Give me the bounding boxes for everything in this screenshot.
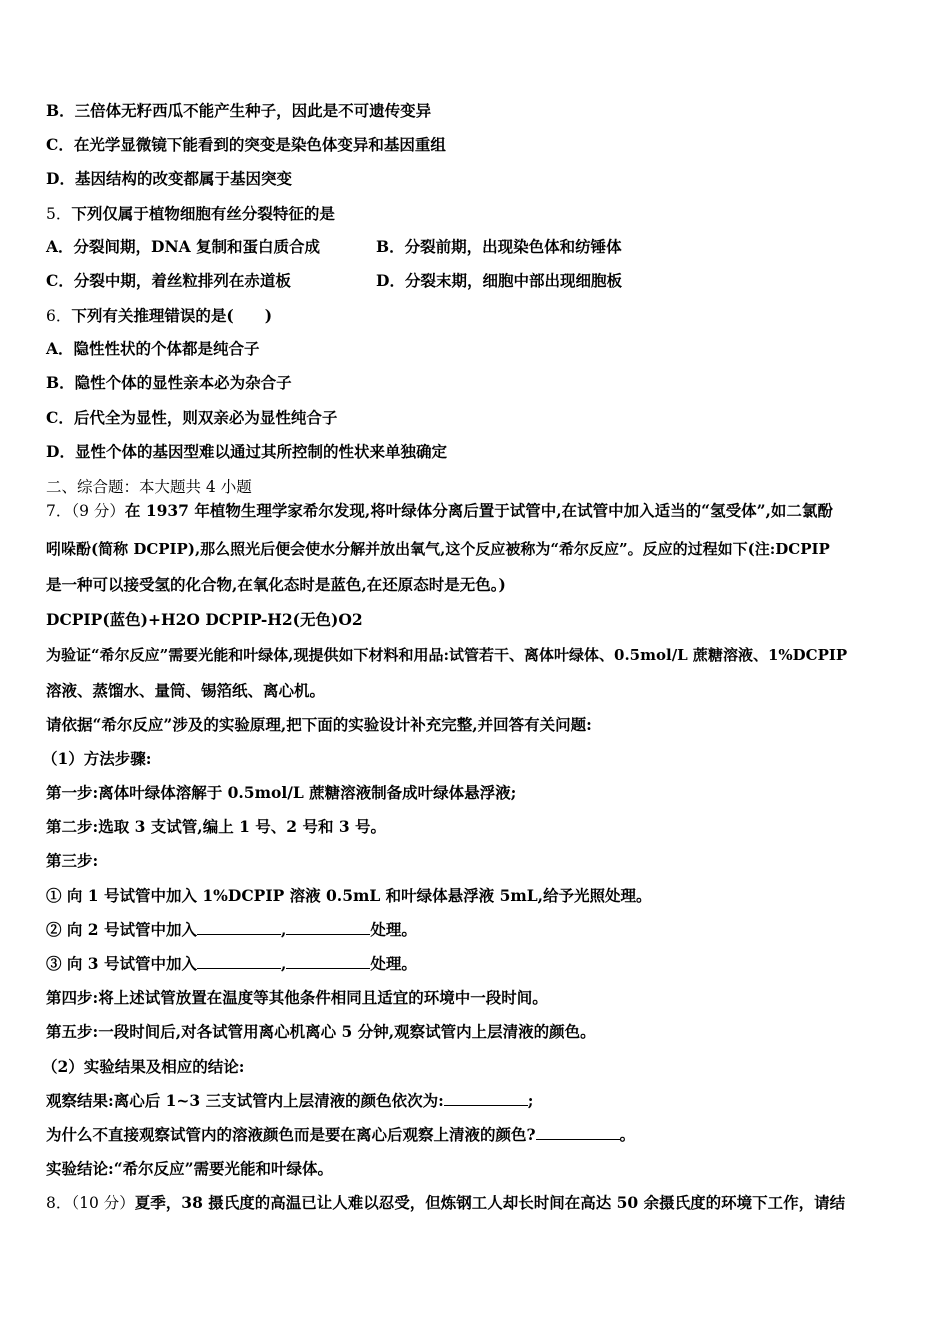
q7-score: （9 分） [71,502,125,520]
q6-option-c: C．后代全为显性，则双亲必为显性纯合子 [46,408,338,427]
q6-stem-text: 下列有关推理错误的是( ) [71,306,273,325]
q7-step-3b-blank-2[interactable] [286,920,370,935]
q7-result-2 [46,1125,635,1145]
q7-result-2-suffix: 。 [619,1125,636,1144]
q5-option-c: C．分裂中期，着丝粒排列在赤道板 [46,271,291,290]
q7-equation: DCPIP(蓝色)+H2O DCPIP-H2(无色)O2 [46,610,363,629]
q6-stem [46,306,272,326]
q7-step-3b-prefix: ② 向 2 号试管中加入 [46,920,197,939]
q7-methods-heading: （1）方法步骤: [42,749,152,768]
q5-stem-text: 下列仅属于植物细胞有丝分裂特征的是 [71,204,335,223]
q7-para-1-text: 在 1937 年植物生理学家希尔发现,将叶绿体分离后置于试管中,在试管中加入适当的“氢受体”,如二氯酚 [124,501,833,520]
q8-para-1-text: 夏季，38 摄氏度的高温已让人难以忍受，但炼钢工人却长时间在高达 50 余摄氏度的环境下工作，请结 [134,1193,846,1212]
q7-result-1-suffix: ; [527,1091,534,1110]
q6-option-b: B．隐性个体的显性亲本必为杂合子 [46,373,292,392]
q8-para-1 [46,1193,845,1213]
q7-conclusion: 实验结论:“希尔反应”需要光能和叶绿体。 [46,1159,334,1178]
q7-para-3: 是一种可以接受氢的化合物,在氧化态时是蓝色,在还原态时是无色。) [46,575,506,594]
q7-step-3c-prefix: ③ 向 3 号试管中加入 [46,954,197,973]
q6-number: 6． [46,307,72,325]
q5-option-a: A．分裂间期，DNA 复制和蛋白质合成 [46,237,321,256]
q7-step-4: 第四步:将上述试管放置在温度等其他条件相同且适宜的环境中一段时间。 [46,988,548,1007]
q7-result-2-text: 为什么不直接观察试管内的溶液颜色而是要在离心后观察上清液的颜色? [46,1125,536,1144]
q7-step-3c [46,954,417,974]
q4-option-d: D．基因结构的改变都属于基因突变 [46,169,292,188]
q7-step-3c-blank-2[interactable] [286,954,370,969]
q7-results-heading: （2）实验结果及相应的结论: [42,1057,245,1076]
q4-option-c: C．在光学显微镜下能看到的突变是染色体变异和基因重组 [46,135,446,154]
q7-step-3: 第三步: [46,851,99,870]
q7-step-3b-separator: , [280,920,287,939]
q7-para-1 [46,501,833,521]
q7-result-1-blank[interactable] [444,1091,528,1106]
q7-para-6: 请依据“希尔反应”涉及的实验原理,把下面的实验设计补充完整,并回答有关问题: [46,715,592,734]
q7-number: 7． [46,502,72,520]
q7-para-2: 吲哚酚(简称 DCPIP),那么照光后便会使水分解并放出氧气,这个反应被称为“希尔反应”。反应的过程如下(注:DCPIP [46,540,830,558]
q7-step-3c-suffix: 处理。 [370,954,417,973]
section-heading: 二、综合题：本大题共 4 小题 [46,478,252,496]
q5-number: 5． [46,205,72,223]
q7-step-3b-blank-1[interactable] [197,920,281,935]
q7-step-3c-separator: , [280,954,287,973]
q7-step-3b [46,920,417,940]
q7-step-3b-suffix: 处理。 [370,920,417,939]
q7-para-4: 为验证“希尔反应”需要光能和叶绿体,现提供如下材料和用品:试管若干、离体叶绿体、0.5mol/L 蔗糖溶液、1%DCPIP [46,646,848,664]
q5-options-row-1 [46,237,622,257]
q7-step-2: 第二步:选取 3 支试管,编上 1 号、2 号和 3 号。 [46,817,387,836]
q5-option-d: D．分裂末期，细胞中部出现细胞板 [376,271,622,290]
q5-stem [46,204,335,224]
q7-result-1 [46,1091,534,1111]
q7-step-3a: ① 向 1 号试管中加入 1%DCPIP 溶液 0.5mL 和叶绿体悬浮液 5mL,给予光照处理。 [46,886,652,905]
q8-score: （10 分） [71,1194,135,1212]
q6-option-a: A．隐性性状的个体都是纯合子 [46,339,260,358]
q7-para-5: 溶液、蒸馏水、量筒、锡箔纸、离心机。 [46,681,326,700]
q6-option-d: D．显性个体的基因型难以通过其所控制的性状来单独确定 [46,442,447,461]
q7-step-1: 第一步:离体叶绿体溶解于 0.5mol/L 蔗糖溶液制备成叶绿体悬浮液; [46,783,517,802]
q7-step-3c-blank-1[interactable] [197,954,281,969]
q7-step-5: 第五步:一段时间后,对各试管用离心机离心 5 分钟,观察试管内上层清液的颜色。 [46,1022,596,1041]
q7-result-1-text: 观察结果:离心后 1~3 三支试管内上层清液的颜色依次为: [46,1091,444,1110]
q5-options-row-2 [46,271,622,291]
q8-number: 8． [46,1194,72,1212]
q7-result-2-blank[interactable] [536,1125,620,1140]
q5-option-b: B．分裂前期，出现染色体和纺锤体 [376,237,622,256]
q4-option-b: B．三倍体无籽西瓜不能产生种子，因此是不可遗传变异 [46,101,432,120]
